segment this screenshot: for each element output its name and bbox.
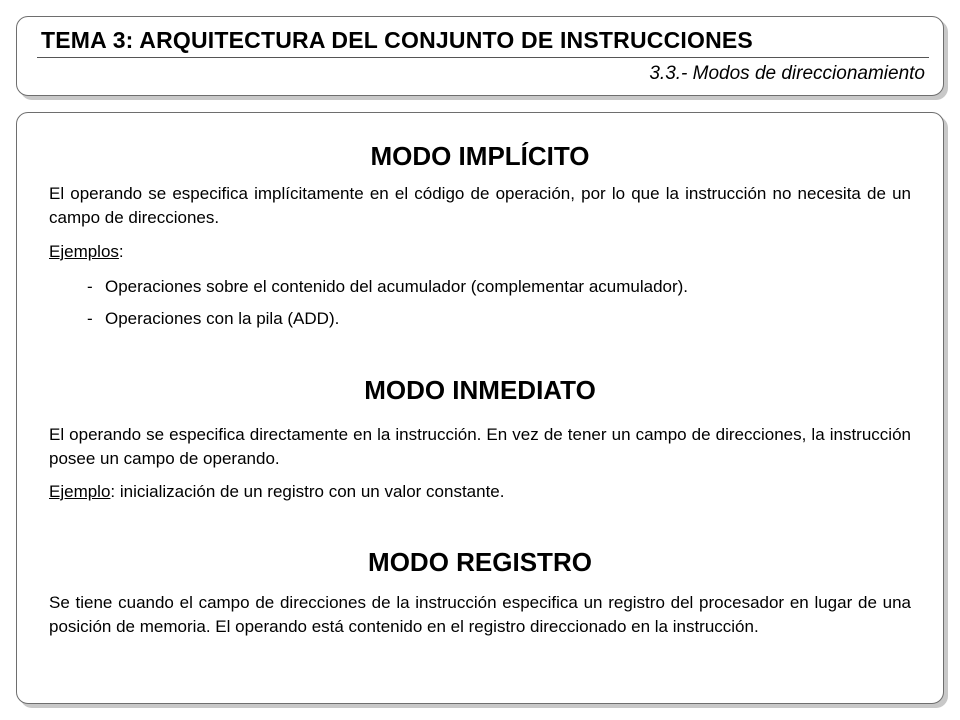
list-item-text: Operaciones con la pila (ADD). bbox=[105, 309, 340, 328]
heading-immediate: MODO INMEDIATO bbox=[364, 375, 596, 405]
header-divider bbox=[37, 57, 929, 58]
register-description: Se tiene cuando el campo de direcciones de la instrucción especifica un registro del procesador en lugar de una posición de memoria. El operando está contenido en el registro direccionado en la instrucción. bbox=[49, 593, 911, 636]
example-text: inicialización de un registro con un valor constante. bbox=[119, 482, 505, 501]
list-item: - Operaciones con la pila (ADD). bbox=[87, 309, 340, 328]
heading-register: MODO REGISTRO bbox=[368, 547, 592, 577]
content-panel bbox=[16, 112, 944, 704]
section-subtitle: 3.3.- Modos de direccionamiento bbox=[649, 63, 925, 84]
implicit-examples-label: Ejemplos: bbox=[49, 242, 124, 261]
examples-label-text: Ejemplos bbox=[49, 242, 119, 261]
example-label-text: Ejemplo bbox=[49, 482, 111, 501]
page-title: TEMA 3: ARQUITECTURA DEL CONJUNTO DE INSTRUCCIONES bbox=[41, 27, 753, 53]
immediate-example: Ejemplo: inicialización de un registro con un valor constante. bbox=[49, 482, 505, 501]
list-item: - Operaciones sobre el contenido del acumulador (complementar acumulador). bbox=[87, 277, 689, 296]
header-panel bbox=[16, 16, 944, 96]
heading-implicit: MODO IMPLÍCITO bbox=[370, 141, 590, 171]
implicit-description: El operando se especifica implícitamente en el código de operación, por lo que la instrucción no necesita de un campo de direcciones. bbox=[49, 184, 911, 227]
list-item-text: Operaciones sobre el contenido del acumulador (complementar acumulador). bbox=[105, 277, 689, 296]
immediate-description: El operando se especifica directamente en la instrucción. En vez de tener un campo de direcciones, la instrucción posee un campo de operando. bbox=[49, 425, 911, 468]
